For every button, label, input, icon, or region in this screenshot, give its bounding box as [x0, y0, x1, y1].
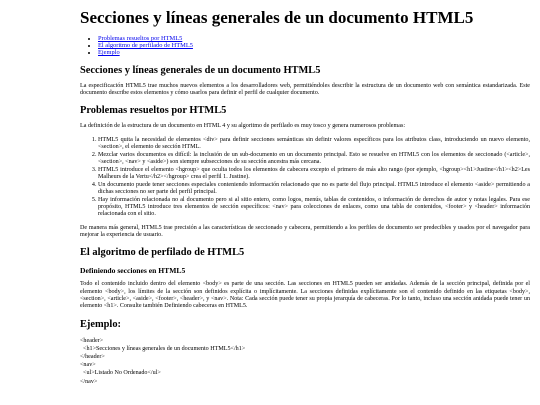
- algorithm-heading: El algoritmo de perfilado de HTML5: [80, 247, 245, 259]
- page-title: Secciones y líneas generales de un documento HTML5: [80, 8, 474, 27]
- problems-list-item: 4. Un documento puede tener secciones especiales conteniendo información relacionado que no es parte del flujo principal. HTML5 introduce el elemento <aside> permitiendo a dichas secciones no ser parte del perfil principal.: [98, 182, 530, 197]
- problems-list-item: 1. HTML5 quita la necesidad de elementos <div> para definir secciones semánticas sin definir valores específicos para los atributos class, introduciendo un nuevo elemento, <section>, el elemento de sección HTML.: [98, 137, 530, 152]
- toc-link-ejemplo[interactable]: Ejemplo: [98, 49, 120, 57]
- problems-closing: De manera más general, HTML5 trae precisión a las características de seccionado y cabecera, permitiendo a los perfiles de documento ser predecibles y usados por el navegador para mejorar la experiencia de usuario.: [80, 224, 530, 239]
- toc-item: [98, 42, 530, 49]
- intro-paragraph: La especificación HTML5 trae muchos nuevos elementos a los desarrolladores web, permitiéndoles describir la estructura de un documento web con semántica estandarizada. Este documento describe estos elementos y cómo usarlos para definir el perfil de cualquier documento.: [80, 82, 530, 96]
- toc-item: [98, 35, 530, 42]
- example-code-block: [80, 337, 530, 386]
- toc-link-algoritmo[interactable]: El algoritmo de perfilado de HTML5: [98, 42, 193, 50]
- problems-lead: La definición de la estructura de un documento en HTML 4 y su algoritmo de perfilado es muy tosco y genera numerosos problemas:: [80, 123, 406, 130]
- code-line: </header>: [80, 353, 105, 360]
- example-heading: Ejemplo:: [80, 318, 121, 330]
- problems-list-item: 2. Mezclar varios documentos es difícil: la inclusión de un sub-documento en un documento principal. Esto se resuelve en HTML5 con los elementos de seccionado (<article>, <section>, <nav> y <aside>) son siempre subsecciones de su sección ancestra más cercana.: [98, 152, 530, 167]
- intro-heading: Secciones y líneas generales de un documento HTML5: [80, 64, 321, 76]
- code-line: <ul>Listado No Ordenado</ul>: [80, 370, 161, 377]
- code-line: <h1>Secciones y líneas generales de un documento HTML5</h1>: [80, 345, 246, 352]
- problems-list: [80, 137, 530, 219]
- algorithm-paragraph: Todo el contenido incluido dentro del elemento <body> es parte de una sección. Las secciones en HTML5 pueden ser anidadas. Además de la sección principal, definida por el elemento <body>, los límites de la sección son definidos explícita o implícitamente. La secciones definidas explícitamente son el contenido definido en las etiquetas <body>, <section>, <article>, <aside>, <footer>, <header>, y <nav>. Nota: Cada sección puede tener su propia jerarquía de cabeceras. Por lo tanto, incluso una sección anidada puede tener un elemento <h1>. Consulte también Definiendo cabeceras en HTML5.: [80, 281, 530, 310]
- problems-heading: Problemas resueltos por HTML5: [80, 105, 227, 117]
- toc-link-problemas[interactable]: Problemas resueltos por HTML5: [98, 35, 183, 42]
- toc-item: [98, 49, 530, 56]
- problems-list-item: 5. Hay información relacionada no al documento pero si al sitio entero, como logos, menús, tablas de contenidos, o información de derechos de autor y notas legales. Para ese propósito, HTML5 introduce tres elementos de sección específicos: <nav> para colecciones de enlaces, como una tabla de contenidos, <footer> y <header> información relacionada con el sitio.: [98, 197, 530, 219]
- code-line: <header>: [80, 337, 104, 344]
- code-line: <nav>: [80, 362, 96, 369]
- table-of-contents: [80, 35, 530, 57]
- problems-list-item: 3. HTML5 introduce el elemento <hgroup> que oculta todos los elementos de cabecera excepto el primero de más alto rango (por ejemplo, <hgroup><h1>Justine</h1><h2>Les Malheurs de la Vertu</h2></hgroup> crea el perfil 1. Justine).: [98, 167, 530, 182]
- code-line: </nav>: [80, 378, 98, 385]
- algorithm-subheading: Definiendo secciones en HTML5: [80, 266, 186, 276]
